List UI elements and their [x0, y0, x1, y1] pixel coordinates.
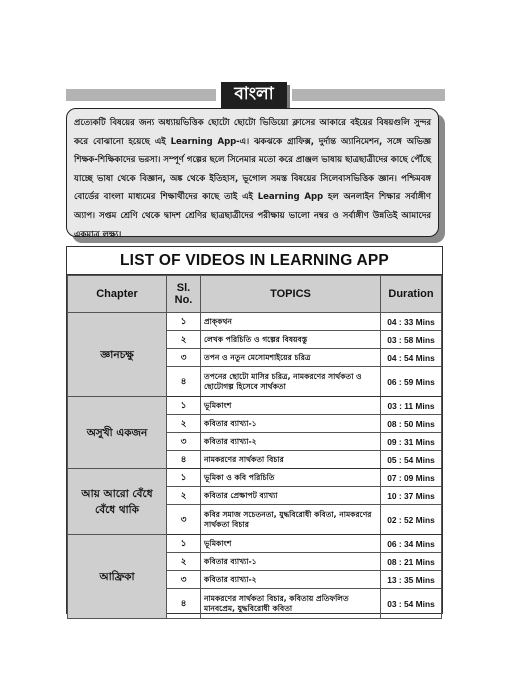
- duration-cell: 08 : 50 Mins: [381, 415, 442, 433]
- sl-cell: ২: [167, 487, 201, 505]
- duration-cell: 07 : 09 Mins: [381, 469, 442, 487]
- sl-cell: ২: [167, 415, 201, 433]
- duration-cell: 06 : 34 Mins: [381, 535, 442, 553]
- topic-cell: তপন ও নতুন মেসোমশাইয়ের চরিত্র: [201, 349, 381, 367]
- sl-cell: ৩: [167, 505, 201, 535]
- topic-cell: কবিতার ব্যাখ্যা-২: [201, 571, 381, 589]
- duration-cell: 03 : 54 Mins: [381, 589, 442, 619]
- topic-cell: নামকরণের সার্থকতা বিচার, কবিতায় প্রতিফলিত মানবপ্রেম, যুদ্ধবিরোধী কবিতা: [201, 589, 381, 619]
- sl-cell: ৩: [167, 349, 201, 367]
- duration-cell: 08 : 21 Mins: [381, 553, 442, 571]
- topic-cell: কবির সমাজ সচেতনতা, যুদ্ধবিরোধী কবিতা, নামকরণের সার্থকতা বিচার: [201, 505, 381, 535]
- topic-cell: লেখক পরিচিতি ও গল্পের বিষয়বস্তু: [201, 331, 381, 349]
- sl-cell: ১: [167, 313, 201, 331]
- header-rule-left: [66, 89, 216, 101]
- subject-title-badge: [221, 82, 287, 110]
- sl-cell: ১: [167, 469, 201, 487]
- sl-cell: ৪: [167, 367, 201, 397]
- chapter-cell: জ্ঞানচক্ষু: [68, 313, 167, 397]
- sl-cell: ১: [167, 397, 201, 415]
- duration-cell: 02 : 52 Mins: [381, 505, 442, 535]
- table-row: [68, 397, 442, 415]
- sl-cell: ৩: [167, 433, 201, 451]
- duration-cell: 13 : 35 Mins: [381, 571, 442, 589]
- table-header-row: [68, 276, 442, 313]
- chapter-cell: অসুখী একজন: [68, 397, 167, 469]
- intro-paragraph: প্রত্যেকটি বিষয়ের জন্য অধ্যায়ভিত্তিক ছোটো ছোটো ভিডিয়ো ক্লাসের আকারে বইয়ের বিষয়গুলি সুন্দর করে বোঝানো হয়েছে এই Learning App-এ। ঝকঝকে গ্রাফিক্স, দুর্দান্ত অ্যানিমেশন, সঙ্গে অভিজ্ঞ শিক্ষক-শিক্ষিকাদের ভরসা। সম্পূর্ণ গল্পের ছলে সিনেমার মতো করে প্রাঞ্জল ভাষায় ছাত্রছাত্রীদের কাছে পৌঁছে যাচ্ছে ভাষা থেকে বিজ্ঞান, অঙ্ক থেকে ইতিহাস, ভূগোল সমস্ত বিষয়ের সিলেবাসভিত্তিক জ্ঞান। পশ্চিমবঙ্গ বোর্ডের বাংলা মাধ্যমের শিক্ষার্থীদের কাছে তাই এই Learning App হল অনলাইন শিক্ষার সর্বাঙ্গীণ অ্যাপ। সপ্তম শ্রেণি থেকে দ্বাদশ শ্রেণির ছাত্রছাত্রীদের পরীক্ষায় ভালো নম্বর ও সর্বাঙ্গীণ উন্নতিই আমাদের একমাত্র লক্ষ্য।: [74, 118, 431, 240]
- header-chapter: Chapter: [68, 276, 167, 313]
- subject-title: বাংলা: [234, 84, 274, 104]
- duration-cell: 03 : 58 Mins: [381, 331, 442, 349]
- table-row: [68, 535, 442, 553]
- chapter-cell: আফ্রিকা: [68, 535, 167, 619]
- header-sl-no: Sl. No.: [167, 276, 201, 313]
- topic-cell: ভূমিকাংশ: [201, 535, 381, 553]
- table-row: [68, 469, 442, 487]
- duration-cell: 04 : 33 Mins: [381, 313, 442, 331]
- duration-cell: 05 : 54 Mins: [381, 451, 442, 469]
- sl-cell: ২: [167, 331, 201, 349]
- sl-cell: ৩: [167, 571, 201, 589]
- topic-cell: ভূমিকাংশ: [201, 397, 381, 415]
- topic-cell: প্রাক্‌কথন: [201, 313, 381, 331]
- duration-cell: 03 : 11 Mins: [381, 397, 442, 415]
- topic-cell: নামকরণের সার্থকতা বিচার: [201, 451, 381, 469]
- duration-cell: 09 : 31 Mins: [381, 433, 442, 451]
- header-duration: Duration: [381, 276, 442, 313]
- intro-box: [66, 108, 439, 240]
- topic-cell: ভূমিকা ও কবি পরিচিতি: [201, 469, 381, 487]
- topic-cell: কবিতার ব্যাখ্যা-১: [201, 553, 381, 571]
- video-table: [67, 275, 442, 619]
- topic-cell: কবিতার ব্যাখ্যা-১: [201, 415, 381, 433]
- table-row: [68, 313, 442, 331]
- sl-cell: ৪: [167, 589, 201, 619]
- sl-cell: ১: [167, 535, 201, 553]
- header-topics: TOPICS: [201, 276, 381, 313]
- chapter-cell: আয় আরো বেঁধে বেঁধে থাকি: [68, 469, 167, 535]
- header-rule-right: [292, 89, 445, 101]
- topic-cell: কবিতার ব্যাখ্যা-২: [201, 433, 381, 451]
- topic-cell: তপনের ছোটো মাসির চরিত্র, নামকরণের সার্থকতা ও ছোটোগল্প হিসেবে সার্থকতা: [201, 367, 381, 397]
- sl-cell: ২: [167, 553, 201, 571]
- duration-cell: 06 : 59 Mins: [381, 367, 442, 397]
- duration-cell: 10 : 37 Mins: [381, 487, 442, 505]
- sl-cell: ৪: [167, 451, 201, 469]
- topic-cell: কবিতার প্রেক্ষাপট ব্যাখ্যা: [201, 487, 381, 505]
- table-title: LIST OF VIDEOS IN LEARNING APP: [67, 247, 442, 275]
- duration-cell: 04 : 54 Mins: [381, 349, 442, 367]
- video-list-table: [66, 246, 443, 614]
